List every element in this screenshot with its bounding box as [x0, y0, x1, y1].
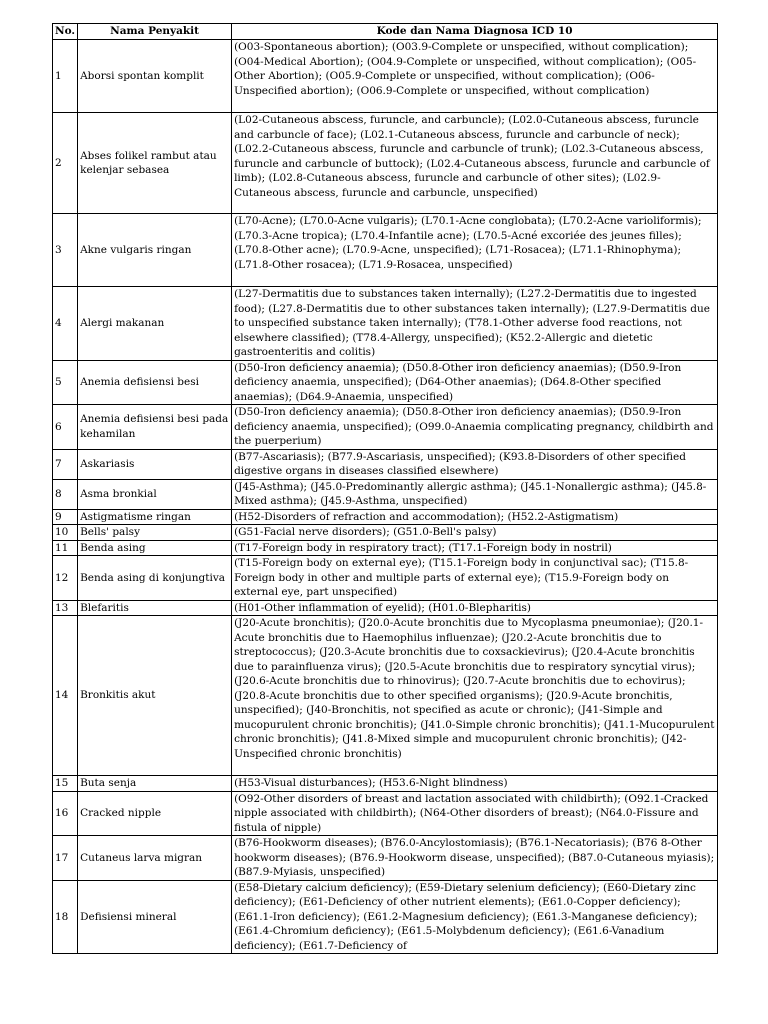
disease-name: Benda asing di konjungtiva [78, 556, 232, 601]
disease-name: Akne vulgaris ringan [78, 214, 232, 287]
icd10-codes: (B76-Hookworm diseases); (B76.0-Ancylostomiasis); (B76.1-Necatoriasis); (B76 8-Other hookworm diseases); (B76.9-Hookworm disease, unspecified); (B87.0-Cutaneous myiasis); (B87.9-Myiasis, unspecified) [232, 836, 718, 881]
row-number: 15 [53, 776, 78, 792]
icd10-codes: (H53-Visual disturbances); (H53.6-Night blindness) [232, 776, 718, 792]
icd10-codes: (E58-Dietary calcium deficiency); (E59-Dietary selenium deficiency); (E60-Dietary zinc deficiency); (E61-Deficiency of other nutrient elements); (E61.0-Copper deficiency); (E61.1-Iron deficiency); (E61.2-Magnesium deficiency); (E61.3-Manganese deficiency); (E61.4-Chromium deficiency); (E61.5-Molybdenum deficiency); (E61.6-Vanadium deficiency); (E61.7-Deficiency of [232, 880, 718, 954]
row-number: 1 [53, 40, 78, 113]
disease-name: Bronkitis akut [78, 616, 232, 776]
icd10-codes: (B77-Ascariasis); (B77.9-Ascariasis, unspecified); (K93.8-Disorders of other specified digestive organs in diseases classified elsewhere) [232, 449, 718, 479]
icd10-codes: (O92-Other disorders of breast and lactation associated with childbirth); (O92.1-Cracked nipple associated with childbirth); (N64-Other disorders of breast); (N64.0-Fissure and fistula of nipple) [232, 791, 718, 836]
row-number: 5 [53, 360, 78, 405]
disease-name: Cracked nipple [78, 791, 232, 836]
header-no: No. [53, 24, 78, 40]
table-row [53, 287, 718, 361]
table-row [53, 509, 718, 525]
icd10-codes: (J45-Asthma); (J45.0-Predominantly allergic asthma); (J45.1-Nonallergic asthma); (J45.8-Mixed asthma); (J45.9-Asthma, unspecified) [232, 479, 718, 509]
disease-name: Abses folikel rambut atau kelenjar sebasea [78, 113, 232, 214]
table-row [53, 540, 718, 556]
row-number: 10 [53, 525, 78, 541]
row-number: 11 [53, 540, 78, 556]
table-row [53, 525, 718, 541]
header-row [53, 24, 718, 40]
disease-name: Benda asing [78, 540, 232, 556]
table-row [53, 449, 718, 479]
icd10-codes: (L27-Dermatitis due to substances taken internally); (L27.2-Dermatitis due to ingested food); (L27.8-Dermatitis due to other substances taken internally); (L27.9-Dermatitis due to unspecified substance taken internally); (T78.1-Other adverse food reactions, not elsewhere classified); (T78.4-Allergy, unspecified); (K52.2-Allergic and dietetic gastroenteritis and colitis) [232, 287, 718, 361]
disease-name: Anemia defisiensi besi [78, 360, 232, 405]
row-number: 6 [53, 405, 78, 450]
row-number: 2 [53, 113, 78, 214]
icd10-codes: (J20-Acute bronchitis); (J20.0-Acute bronchitis due to Mycoplasma pneumoniae); (J20.1-Acute bronchitis due to Haemophilus influenzae); (J20.2-Acute bronchitis due to streptococcus); (J20.3-Acute bronchitis due to coxsackievirus); (J20.4-Acute bronchitis due to parainfluenza virus); (J20.5-Acute bronchitis due to respiratory syncytial virus); (J20.6-Acute bronchitis due to rhinovirus); (J20.7-Acute bronchitis due to echovirus); (J20.8-Acute bronchitis due to other specified organisms); (J20.9-Acute bronchitis, unspecified); (J40-Bronchitis, not specified as acute or chronic); (J41-Simple and mucopurulent chronic bronchitis); (J41.0-Simple chronic bronchitis); (J41.1-Mucopurulent chronic bronchitis); (J41.8-Mixed simple and mucopurulent chronic bronchitis); (J42-Unspecified chronic bronchitis) [232, 616, 718, 776]
row-number: 7 [53, 449, 78, 479]
row-number: 17 [53, 836, 78, 881]
icd10-codes: (G51-Facial nerve disorders); (G51.0-Bell's palsy) [232, 525, 718, 541]
icd10-codes: (H01-Other inflammation of eyelid); (H01.0-Blepharitis) [232, 600, 718, 616]
table-row [53, 405, 718, 450]
table-row [53, 40, 718, 113]
icd10-table [52, 23, 718, 954]
table-row [53, 600, 718, 616]
table-row [53, 556, 718, 601]
disease-name: Anemia defisiensi besi pada kehamilan [78, 405, 232, 450]
disease-name: Asma bronkial [78, 479, 232, 509]
header-disease-name: Nama Penyakit [78, 24, 232, 40]
disease-name: Astigmatisme ringan [78, 509, 232, 525]
disease-name: Bells' palsy [78, 525, 232, 541]
row-number: 14 [53, 616, 78, 776]
row-number: 3 [53, 214, 78, 287]
icd10-codes: (L02-Cutaneous abscess, furuncle, and carbuncle); (L02.0-Cutaneous abscess, furuncle and carbuncle of face); (L02.1-Cutaneous abscess, furuncle and carbuncle of neck); (L02.2-Cutaneous abscess, furuncle and carbuncle of trunk); (L02.3-Cutaneous abscess, furuncle and carbuncle of buttock); (L02.4-Cutaneous abscess, furuncle and carbuncle of limb); (L02.8-Cutaneous abscess, furuncle and carbuncle of other sites); (L02.9-Cutaneous abscess, furuncle and carbuncle, unspecified) [232, 113, 718, 214]
disease-name: Blefaritis [78, 600, 232, 616]
icd10-codes: (L70-Acne); (L70.0-Acne vulgaris); (L70.1-Acne conglobata); (L70.2-Acne varioliformis); (L70.3-Acne tropica); (L70.4-Infantile acne); (L70.5-Acné excoriée des jeunes filles); (L70.8-Other acne); (L70.9-Acne, unspecified); (L71-Rosacea); (L71.1-Rhinophyma); (L71.8-Other rosacea); (L71.9-Rosacea, unspecified) [232, 214, 718, 287]
table-row [53, 776, 718, 792]
table-row [53, 836, 718, 881]
table-row [53, 616, 718, 776]
disease-name: Defisiensi mineral [78, 880, 232, 954]
icd10-codes: (D50-Iron deficiency anaemia); (D50.8-Other iron deficiency anaemias); (D50.9-Iron deficiency anaemia, unspecified); (D64-Other anaemias); (D64.8-Other specified anaemias); (D64.9-Anaemia, unspecified) [232, 360, 718, 405]
row-number: 16 [53, 791, 78, 836]
table-row [53, 113, 718, 214]
row-number: 12 [53, 556, 78, 601]
disease-name: Cutaneus larva migran [78, 836, 232, 881]
disease-name: Aborsi spontan komplit [78, 40, 232, 113]
header-icd10-codes: Kode dan Nama Diagnosa ICD 10 [232, 24, 718, 40]
disease-name: Askariasis [78, 449, 232, 479]
icd10-codes: (T17-Foreign body in respiratory tract); (T17.1-Foreign body in nostril) [232, 540, 718, 556]
row-number: 13 [53, 600, 78, 616]
icd10-codes: (O03-Spontaneous abortion); (O03.9-Complete or unspecified, without complication); (O04-Medical Abortion); (O04.9-Complete or unspecified, without complication); (O05-Other Abortion); (O05.9-Complete or unspecified, without complication); (O06-Unspecified abortion); (O06.9-Complete or unspecified, without complication) [232, 40, 718, 113]
row-number: 18 [53, 880, 78, 954]
table-row [53, 214, 718, 287]
table-row [53, 791, 718, 836]
row-number: 4 [53, 287, 78, 361]
table-row [53, 479, 718, 509]
table-row [53, 880, 718, 954]
table-row [53, 360, 718, 405]
disease-name: Buta senja [78, 776, 232, 792]
disease-name: Alergi makanan [78, 287, 232, 361]
row-number: 8 [53, 479, 78, 509]
icd10-codes: (H52-Disorders of refraction and accommodation); (H52.2-Astigmatism) [232, 509, 718, 525]
icd10-codes: (D50-Iron deficiency anaemia); (D50.8-Other iron deficiency anaemias); (D50.9-Iron deficiency anaemia, unspecified); (O99.0-Anaemia complicating pregnancy, childbirth and the puerperium) [232, 405, 718, 450]
icd10-codes: (T15-Foreign body on external eye); (T15.1-Foreign body in conjunctival sac); (T15.8- Foreign body in other and multiple parts of external eye); (T15.9-Foreign body on external eye, part unspecified) [232, 556, 718, 601]
row-number: 9 [53, 509, 78, 525]
